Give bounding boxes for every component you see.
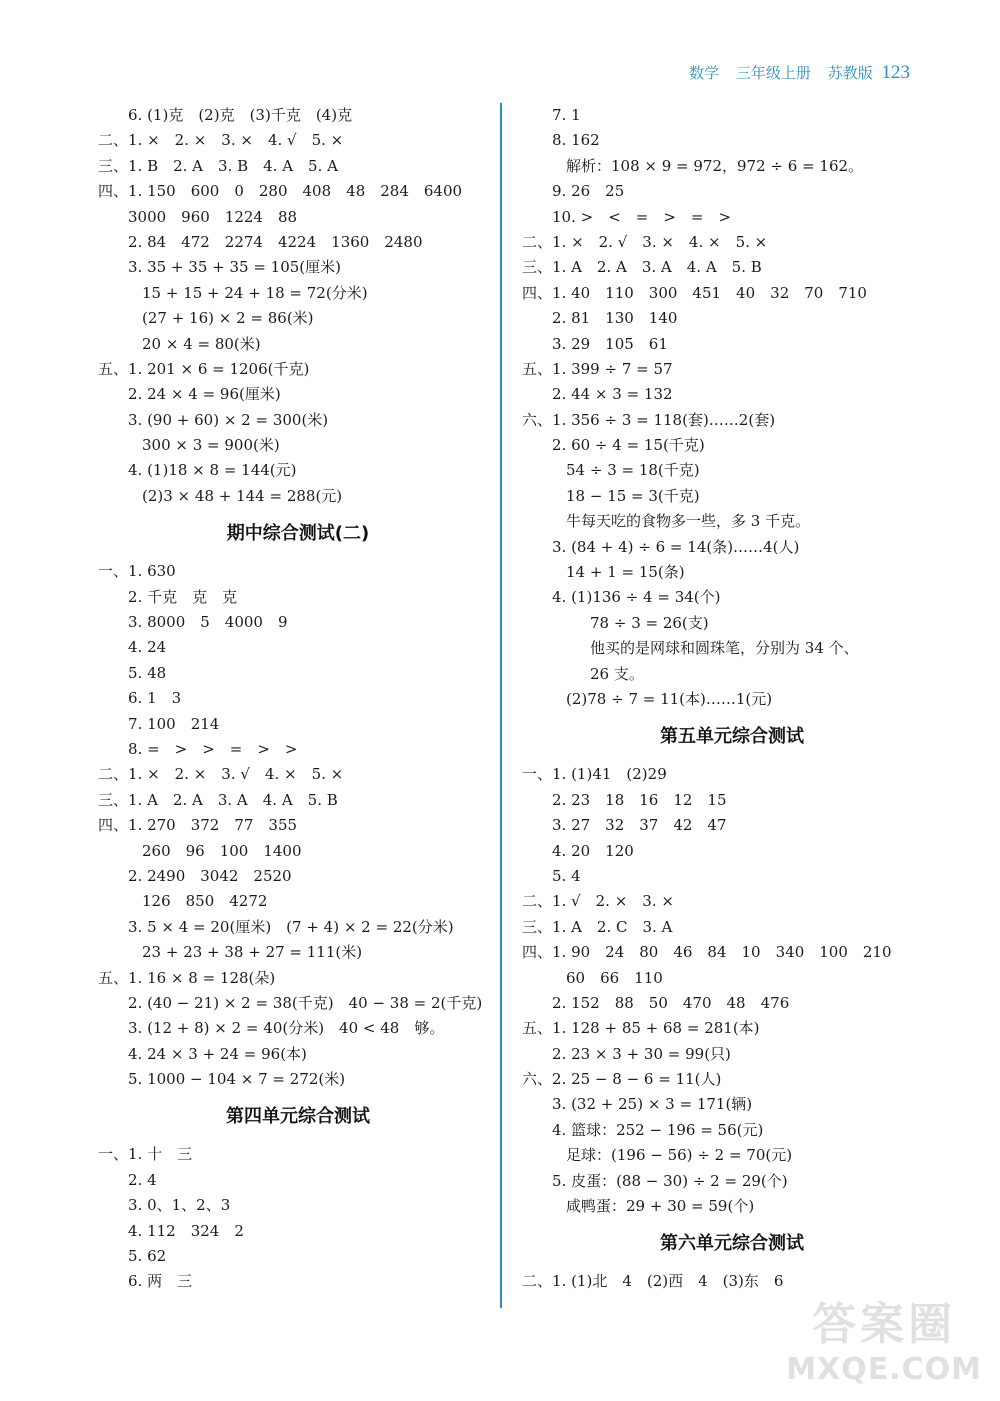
answer-line: 60 66 110 bbox=[566, 968, 663, 987]
answer-line: 2. 23 18 16 12 15 bbox=[552, 790, 727, 809]
answer-line: 15 + 15 + 24 + 18 = 72(分米) bbox=[142, 283, 368, 302]
section-title: 期中综合测试(二) bbox=[226, 523, 370, 545]
answer-line: 六、2. 25 − 8 − 6 = 11(人) bbox=[522, 1070, 722, 1089]
answer-line: 54 ÷ 3 = 18(千克) bbox=[566, 461, 700, 480]
answer-line: 26 支。 bbox=[590, 664, 644, 683]
answer-line: 5. 1000 − 104 × 7 = 272(米) bbox=[128, 1070, 346, 1089]
answer-line: 2. 152 88 50 470 48 476 bbox=[552, 993, 790, 1012]
answer-line: 300 × 3 = 900(米) bbox=[142, 436, 280, 455]
answer-line: 126 850 4272 bbox=[142, 892, 268, 911]
answer-line: 3. 27 32 37 42 47 bbox=[552, 816, 727, 835]
answer-line: 3. (84 + 4) ÷ 6 = 14(条)……4(人) bbox=[552, 537, 800, 556]
answer-line: 2. 23 × 3 + 30 = 99(只) bbox=[552, 1044, 731, 1063]
answer-line: 4. 112 324 2 bbox=[128, 1221, 244, 1240]
answer-line: 四、1. 40 110 300 451 40 32 70 710 bbox=[522, 283, 867, 302]
answer-line: 一、1. (1)41 (2)29 bbox=[522, 765, 667, 784]
section-title: 第五单元综合测试 bbox=[660, 726, 804, 748]
answer-line: 3. (12 + 8) × 2 = 40(分米) 40 < 48 够。 bbox=[128, 1019, 445, 1038]
answer-line: 10. > < = > = > bbox=[552, 207, 732, 226]
answer-line: 五、1. 201 × 6 = 1206(千克) bbox=[98, 359, 310, 378]
answer-line: 三、1. A 2. A 3. A 4. A 5. B bbox=[98, 790, 338, 809]
answer-line: 2. 2490 3042 2520 bbox=[128, 866, 292, 885]
answer-line: 18 − 15 = 3(千克) bbox=[566, 486, 700, 505]
answer-line: 8. 162 bbox=[552, 131, 600, 150]
answer-line: 7. 1 bbox=[552, 106, 581, 124]
answer-line: 咸鸭蛋：29 + 30 = 59(个) bbox=[566, 1197, 755, 1216]
answer-line: 14 + 1 = 15(条) bbox=[566, 563, 685, 582]
answer-line: 3. 0、1、2、3 bbox=[128, 1196, 231, 1215]
answer-line: (27 + 16) × 2 = 86(米) bbox=[142, 309, 314, 328]
answer-line: 5. 48 bbox=[128, 663, 167, 682]
answer-line: 8. = > > = > > bbox=[128, 739, 298, 758]
page-header bbox=[689, 62, 910, 84]
answer-line: 78 ÷ 3 = 26(支) bbox=[590, 613, 709, 632]
answer-line: 6. 1 3 bbox=[128, 689, 182, 708]
answer-line: 20 × 4 = 80(米) bbox=[142, 334, 261, 353]
answer-line: 3. (32 + 25) × 3 = 171(辆) bbox=[552, 1095, 753, 1114]
answer-line: 3. (90 + 60) × 2 = 300(米) bbox=[128, 410, 329, 429]
answer-line: 23 + 23 + 38 + 27 = 111(米) bbox=[142, 943, 363, 962]
answer-line: 6. (1)克 (2)克 (3)千克 (4)克 bbox=[128, 106, 353, 124]
answer-line: 2. 24 × 4 = 96(厘米) bbox=[128, 385, 281, 404]
answer-line: 三、1. B 2. A 3. B 4. A 5. A bbox=[98, 156, 338, 175]
answer-line: 2. (40 − 21) × 2 = 38(千克) 40 − 38 = 2(千克) bbox=[128, 993, 483, 1012]
page-number: 123 bbox=[881, 62, 910, 83]
answer-line: 2. 千克 克 克 bbox=[128, 587, 238, 606]
answer-line: 牛每天吃的食物多一些，多 3 千克。 bbox=[566, 512, 811, 531]
answer-line: 5. 4 bbox=[552, 866, 581, 885]
answer-line: 3. 35 + 35 + 35 = 105(厘米) bbox=[128, 258, 341, 277]
answer-line: 2. 81 130 140 bbox=[552, 309, 678, 328]
answer-line: 3. 8000 5 4000 9 bbox=[128, 613, 288, 632]
section-title: 第六单元综合测试 bbox=[660, 1233, 804, 1255]
answer-line: 4. 20 120 bbox=[552, 841, 634, 860]
answer-line: 4. 24 bbox=[128, 638, 167, 657]
answer-line: 四、1. 270 372 77 355 bbox=[98, 816, 298, 835]
answer-line: 六、1. 356 ÷ 3 = 118(套)……2(套) bbox=[522, 410, 776, 429]
watermark-url: MXQE.COM bbox=[786, 1352, 982, 1387]
answer-line: 三、1. A 2. A 3. A 4. A 5. B bbox=[522, 258, 762, 277]
answer-line: 3. 5 × 4 = 20(厘米) (7 + 4) × 2 = 22(分米) bbox=[128, 917, 454, 936]
answer-line: 2. 60 ÷ 4 = 15(千克) bbox=[552, 436, 705, 455]
answer-line: 五、1. 128 + 85 + 68 = 281(本) bbox=[522, 1019, 760, 1038]
answer-line: 五、1. 399 ÷ 7 = 57 bbox=[522, 359, 673, 378]
answer-line: 4. 篮球：252 − 196 = 56(元) bbox=[552, 1120, 764, 1139]
answer-line: 二、1. √ 2. × 3. × bbox=[522, 892, 674, 911]
answer-line: 6. 两 三 bbox=[128, 1272, 193, 1291]
answer-line: 一、1. 十 三 bbox=[98, 1145, 193, 1164]
answer-line: 260 96 100 1400 bbox=[142, 841, 302, 860]
answer-line: 足球：(196 − 56) ÷ 2 = 70(元) bbox=[566, 1146, 793, 1165]
answer-line: 二、1. × 2. √ 3. × 4. × 5. × bbox=[522, 232, 768, 251]
header-edition: 苏教版 bbox=[827, 64, 873, 82]
answer-line: 4. (1)18 × 8 = 144(元) bbox=[128, 461, 297, 480]
answer-line: 解析：108 × 9 = 972，972 ÷ 6 = 162。 bbox=[566, 156, 864, 175]
answer-line: 2. 84 472 2274 4224 1360 2480 bbox=[128, 232, 423, 251]
answer-line: 5. 皮蛋：(88 − 30) ÷ 2 = 29(个) bbox=[552, 1171, 788, 1190]
section-title: 第四单元综合测试 bbox=[226, 1106, 370, 1128]
watermark-text: 答案圈 bbox=[812, 1299, 957, 1350]
header-grade: 三年级上册 bbox=[735, 64, 811, 82]
answer-line: 4. (1)136 ÷ 4 = 34(个) bbox=[552, 588, 721, 607]
answer-line: 二、1. × 2. × 3. √ 4. × 5. × bbox=[98, 765, 344, 784]
answer-line: (2)3 × 48 + 144 = 288(元) bbox=[142, 486, 343, 505]
answer-line: 3000 960 1224 88 bbox=[128, 207, 298, 226]
left-column bbox=[98, 103, 498, 1295]
answer-line: 二、1. × 2. × 3. × 4. √ 5. × bbox=[98, 131, 344, 150]
answer-line: (2)78 ÷ 7 = 11(本)……1(元) bbox=[566, 689, 773, 708]
answer-line: 一、1. 630 bbox=[98, 562, 176, 581]
right-column bbox=[522, 103, 942, 1295]
answer-line: 7. 100 214 bbox=[128, 714, 220, 733]
answer-line: 9. 26 25 bbox=[552, 182, 625, 201]
answer-line: 四、1. 90 24 80 46 84 10 340 100 210 bbox=[522, 943, 892, 962]
answer-line: 三、1. A 2. C 3. A bbox=[522, 917, 673, 936]
answer-line: 2. 44 × 3 = 132 bbox=[552, 385, 673, 404]
answer-line: 四、1. 150 600 0 280 408 48 284 6400 bbox=[98, 182, 463, 201]
answer-line: 他买的是网球和圆珠笔，分别为 34 个、 bbox=[590, 639, 859, 658]
answer-line: 2. 4 bbox=[128, 1170, 157, 1189]
answer-line: 二、1. (1)北 4 (2)西 4 (3)东 6 bbox=[522, 1272, 784, 1291]
watermark-logo bbox=[786, 1288, 982, 1387]
answer-line: 4. 24 × 3 + 24 = 96(本) bbox=[128, 1044, 307, 1063]
answer-line: 5. 62 bbox=[128, 1247, 167, 1266]
column-divider bbox=[500, 103, 502, 1308]
answer-line: 3. 29 105 61 bbox=[552, 334, 668, 353]
answer-line: 五、1. 16 × 8 = 128(朵) bbox=[98, 968, 276, 987]
header-subject: 数学 bbox=[689, 64, 720, 82]
